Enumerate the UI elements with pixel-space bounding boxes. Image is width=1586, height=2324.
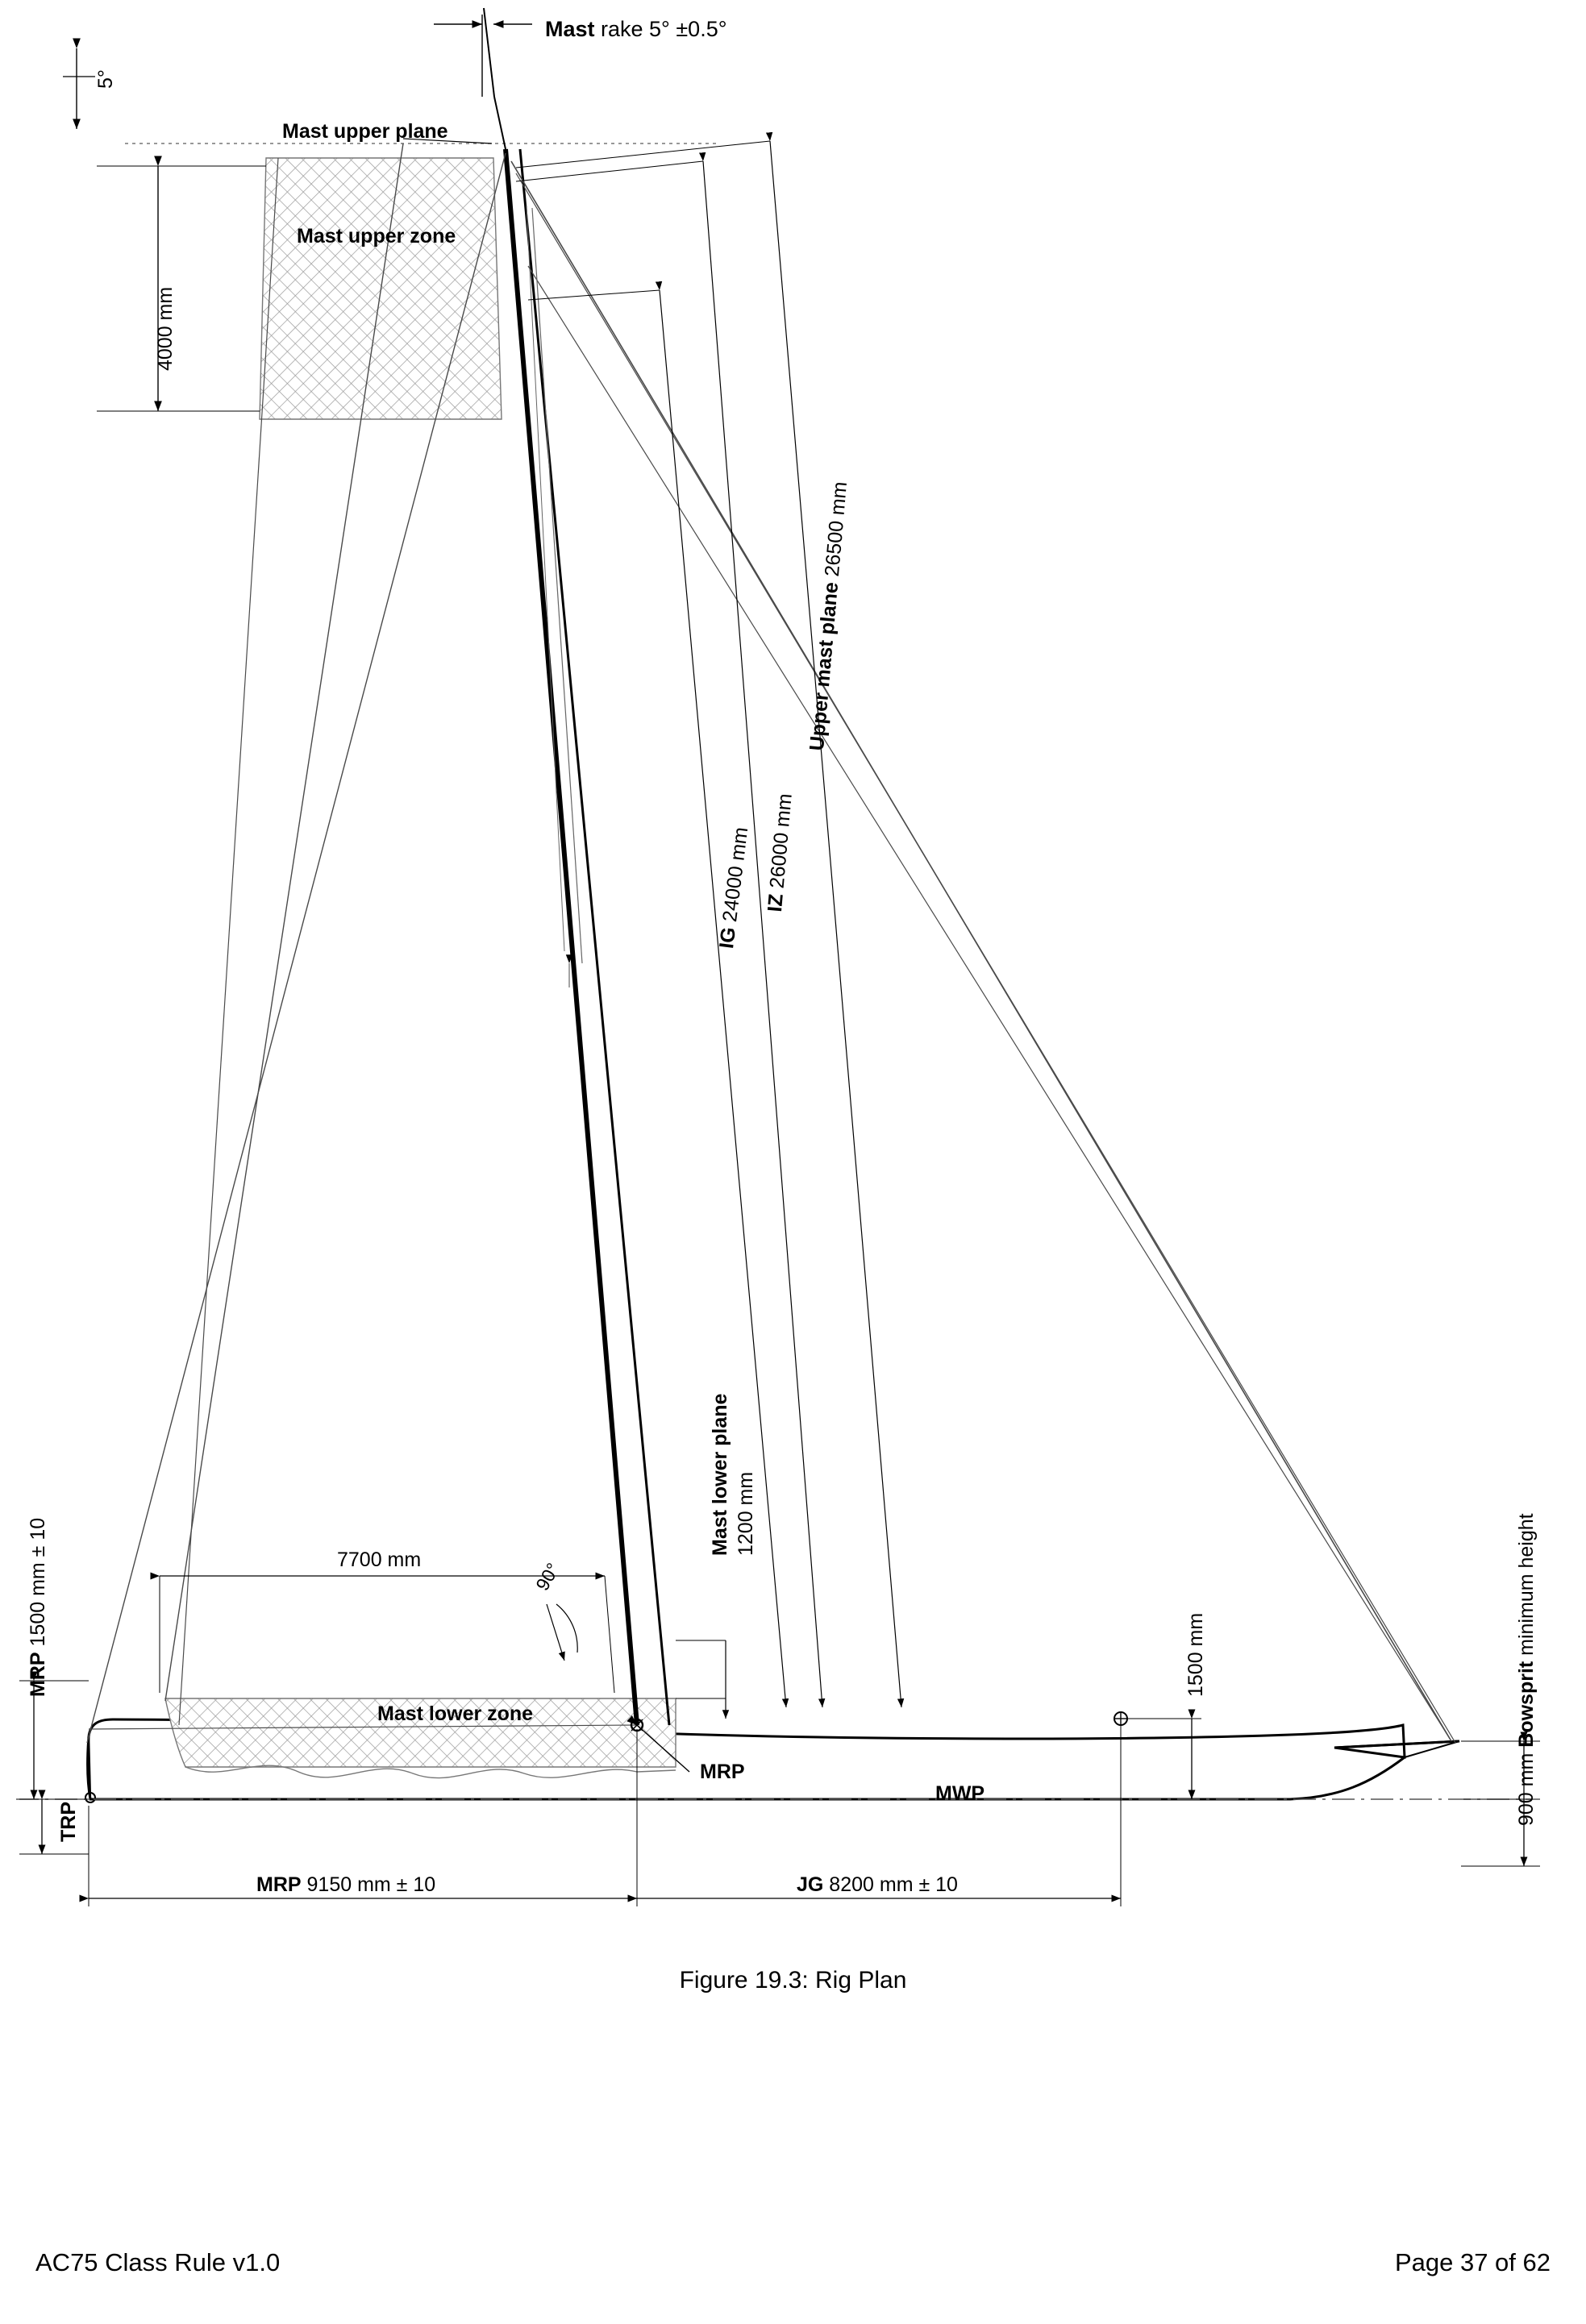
label-trp-text: TRP [57, 1802, 80, 1842]
footer-page-number: Page 37 of 62 [1394, 2248, 1551, 2276]
label-mast-upper-zone-text: Mast upper zone [297, 225, 456, 247]
label-mast-rake [545, 18, 727, 42]
footer-document-title: AC75 Class Rule v1.0 [35, 2248, 281, 2276]
label-ig-bold: IG [715, 925, 741, 950]
label-angle-5deg-text: 5° [94, 69, 117, 89]
label-mast-lower-zone [377, 1703, 533, 1726]
label-mwp [935, 1783, 984, 1806]
label-mast-rake-bold: Mast [545, 17, 595, 41]
label-mrp-base-rest: 9150 mm ± 10 [301, 1873, 436, 1896]
label-upper-mast-plane-rest: 26500 mm [820, 480, 852, 584]
label-upper-mast-plane-bold: Upper mast plane [805, 580, 843, 752]
label-jg-rest: 8200 mm ± 10 [823, 1873, 958, 1896]
label-mast-lower-plane-value [735, 1472, 758, 1556]
label-dim-7700 [337, 1549, 421, 1572]
label-mast-lower-zone-text: Mast lower zone [377, 1702, 534, 1725]
label-mast-upper-plane-text: Mast upper plane [282, 120, 448, 143]
label-mast-upper-zone [297, 226, 456, 248]
label-jg-bold: JG [797, 1873, 824, 1896]
label-mrp-base-bold: MRP [256, 1873, 302, 1896]
label-bowsprit-rest: minimum height [1515, 1513, 1538, 1661]
label-mast-lower-plane [710, 1394, 732, 1556]
label-angle-90deg-text: 90° [531, 1559, 564, 1594]
label-bowsprit-pre: 900 mm [1515, 1747, 1538, 1826]
label-iz-bold: IZ [764, 892, 788, 913]
label-mast-upper-plane [282, 121, 448, 143]
label-dim-1500 [1185, 1613, 1208, 1697]
label-mast-lower-plane-value-text: 1200 mm [735, 1471, 757, 1556]
label-dim-1500-text: 1500 mm [1184, 1612, 1207, 1697]
label-mast-lower-plane-bold: Mast lower plane [709, 1393, 731, 1556]
label-mrp-base [256, 1874, 435, 1897]
label-mwp-text: MWP [935, 1782, 985, 1805]
label-trp [58, 1802, 81, 1842]
label-mrp-point [700, 1761, 745, 1784]
figure-caption: Figure 19.3: Rig Plan [679, 1967, 907, 1993]
label-dim-4000 [155, 287, 177, 371]
label-angle-5deg [95, 69, 118, 89]
label-ig-rest: 24000 mm [718, 825, 753, 929]
label-bowsprit-height [1516, 1513, 1538, 1826]
label-mrp-point-text: MRP [700, 1761, 745, 1783]
label-mrp-vertical-rest: 1500 mm ± 10 [27, 1517, 49, 1653]
label-dim-7700-text: 7700 mm [337, 1549, 422, 1571]
label-bowsprit-bold: Bowsprit [1515, 1661, 1538, 1748]
label-mrp-vertical-bold: MRP [27, 1652, 49, 1697]
label-mrp-vertical [27, 1518, 50, 1697]
label-iz-rest: 26000 mm [764, 792, 797, 896]
label-mast-rake-rest: rake 5° ±0.5° [594, 17, 727, 41]
label-dim-4000-text: 4000 mm [154, 286, 177, 371]
label-jg-base [797, 1874, 958, 1897]
